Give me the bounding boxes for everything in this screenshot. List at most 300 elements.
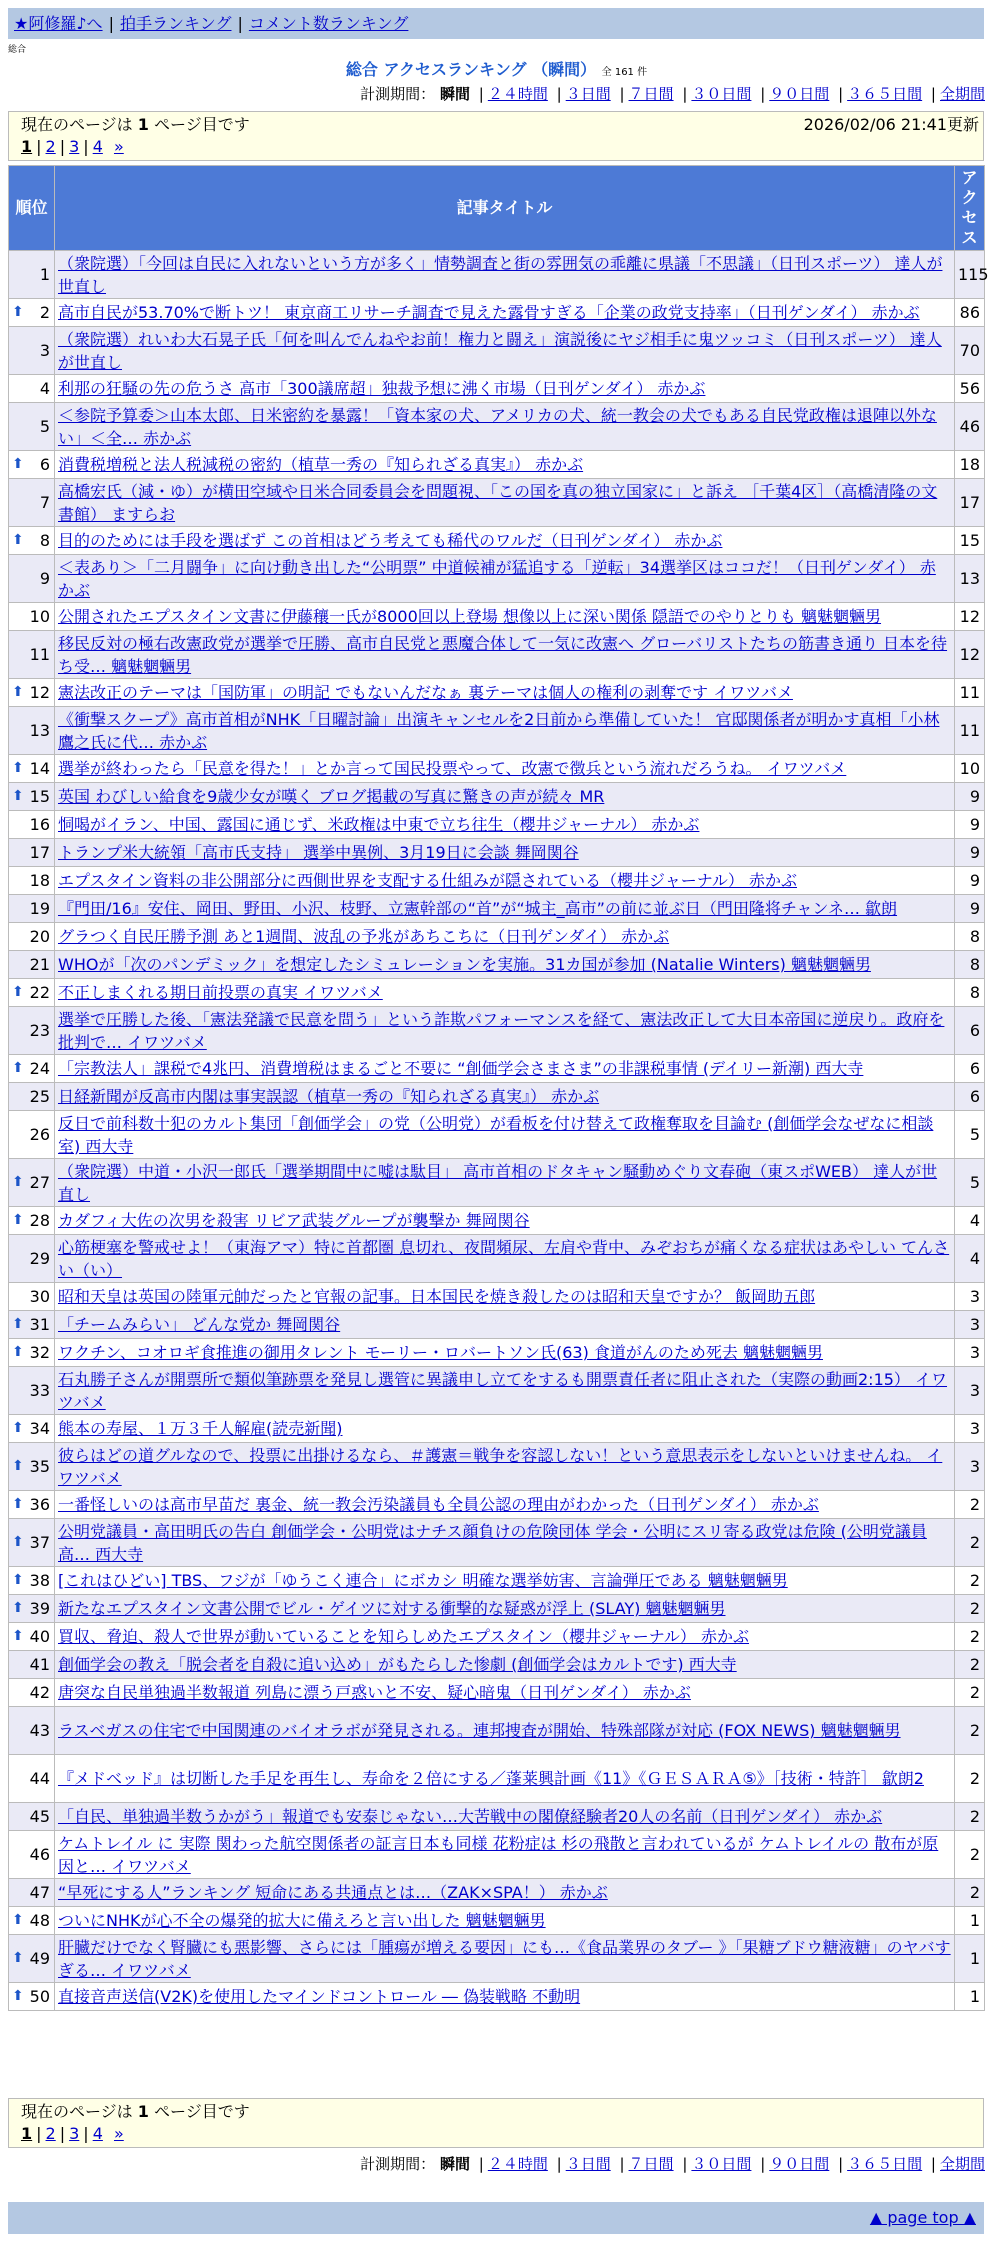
rank-number: 11	[29, 645, 50, 664]
table-row	[9, 1651, 985, 1679]
rank-number: 7	[39, 493, 50, 512]
table-row	[9, 951, 985, 979]
rank-number: 6	[39, 455, 50, 474]
rank-cell	[9, 1595, 55, 1623]
article-link[interactable]: ＜参院予算委＞山本太郎、日米密約を暴露！「資本家の犬、アメリカの犬、統一教会の犬でもある自民党政権は退陣以外ない」＜全… 赤かぶ	[58, 405, 937, 448]
table-row	[9, 1083, 985, 1111]
article-link[interactable]: 目的のためには手段を選ばず この首相はどう考えても稀代のワルだ（日刊ゲンダイ） 赤かぶ	[58, 531, 723, 550]
up-arrow-icon: ⬆	[12, 304, 24, 320]
page-top-link[interactable]: ▲ page top ▲	[869, 2208, 976, 2227]
access-count: 56	[955, 375, 985, 403]
pager-separator: |	[36, 2124, 42, 2143]
table-row	[9, 1707, 985, 1755]
rank-cell	[9, 1111, 55, 1159]
up-arrow-icon: ⬆	[12, 1316, 24, 1332]
table-row	[9, 1519, 985, 1567]
rank-cell	[9, 1207, 55, 1235]
up-arrow-icon: ⬆	[12, 1600, 24, 1616]
article-link[interactable]: 心筋梗塞を警戒せよ！（東海アマ）特に首都圏 息切れ、夜間頻尿、左肩や背中、みぞおちが痛くなる症状はあやしい てんさい（い）	[58, 1237, 950, 1280]
access-count: 2	[955, 1831, 985, 1879]
access-count: 2	[955, 1707, 985, 1755]
title-cell	[55, 1595, 955, 1623]
period-24h-link[interactable]: ２４時間	[487, 85, 548, 103]
home-link[interactable]: ★阿修羅♪へ	[14, 14, 103, 33]
title-cell	[55, 1935, 955, 1983]
article-link[interactable]: 英国 わびしい給食を9歳少女が嘆く ブログ掲載の写真に驚きの声が続々 MR	[58, 787, 605, 806]
rank-number: 19	[29, 899, 50, 918]
rank-cell	[9, 1159, 55, 1207]
access-count: 4	[955, 1235, 985, 1283]
up-arrow-icon: ⬆	[12, 1534, 24, 1550]
period-label: 計測期間：	[360, 85, 436, 103]
title-cell	[55, 1803, 955, 1831]
rank-cell	[9, 1235, 55, 1283]
title-cell	[55, 1707, 955, 1755]
up-arrow-icon: ⬆	[12, 1496, 24, 1512]
table-row	[9, 811, 985, 839]
rank-cell	[9, 679, 55, 707]
period-separator: |	[930, 85, 936, 103]
table-row	[9, 327, 985, 375]
access-count: 9	[955, 839, 985, 867]
period-all-link[interactable]: 全期間	[939, 85, 985, 103]
rank-cell	[9, 979, 55, 1007]
period-separator: |	[760, 2155, 766, 2173]
title-cell	[55, 867, 955, 895]
title-cell	[55, 923, 955, 951]
article-link[interactable]: ついにNHKが心不全の爆発的拡大に備えろと言い出した 魑魅魍魎男	[58, 1911, 546, 1930]
article-link[interactable]: ＜表あり＞「二月闘争」に向け動き出した“公明票” 中道候補が猛追する「逆転」34選挙区はココだ！（日刊ゲンダイ） 赤かぶ	[58, 557, 936, 600]
article-link[interactable]: 憲法改正のテーマは「国防軍」の明記 でもないんだなぁ 裏テーマは個人の権利の剥奪です イワツバメ	[58, 683, 793, 702]
title-cell	[55, 1311, 955, 1339]
rank-cell	[9, 895, 55, 923]
period-separator: |	[838, 85, 844, 103]
article-link[interactable]: [これはひどい] TBS、フジが「ゆうこく連合」にボカシ 明確な選挙妨害、言論弾圧である 魑魅魍魎男	[58, 1571, 788, 1590]
period-separator: |	[478, 2155, 484, 2173]
period-separator: |	[619, 2155, 625, 2173]
period-separator: |	[478, 85, 484, 103]
rank-number: 16	[29, 815, 50, 834]
rank-cell	[9, 1651, 55, 1679]
page-title	[0, 60, 993, 83]
title-cell	[55, 1083, 955, 1111]
article-link[interactable]: 選挙が終わったら「民意を得た！」とか言って国民投票やって、改憲で徴兵という流れだろうね。 イワツバメ	[58, 759, 847, 778]
table-row	[9, 1803, 985, 1831]
page-2-link[interactable]: 2	[45, 2124, 56, 2143]
period-separator: |	[556, 2155, 562, 2173]
article-link[interactable]: 買収、脅迫、殺人で世界が動いていることを知らしめたエプスタイン（櫻井ジャーナル） 赤かぶ	[58, 1627, 750, 1646]
article-link[interactable]: 移民反対の極右改憲政党が選挙で圧勝、高市自民党と悪魔合体して一気に改憲へ グローバリストたちの筋書き通り 日本を待ち受… 魑魅魍魎男	[58, 633, 948, 676]
rank-number: 23	[29, 1021, 50, 1040]
pager-box-top	[8, 111, 984, 161]
access-count: 13	[955, 555, 985, 603]
total-count: 全 161 件	[601, 67, 648, 78]
period-separator: |	[682, 2155, 688, 2173]
rank-number: 22	[29, 983, 50, 1002]
rank-number: 38	[29, 1571, 50, 1590]
table-row	[9, 375, 985, 403]
table-row	[9, 1367, 985, 1415]
page-4-link[interactable]: 4	[92, 137, 103, 156]
article-link[interactable]: 「チームみらい」 どんな党か 舞岡関谷	[58, 1315, 341, 1334]
title-cell	[55, 783, 955, 811]
page-title-text: 総合 アクセスランキング （瞬間）	[345, 60, 597, 79]
table-row	[9, 631, 985, 679]
rank-cell	[9, 923, 55, 951]
title-cell	[55, 603, 955, 631]
rank-number: 45	[29, 1807, 50, 1826]
table-row	[9, 895, 985, 923]
period-3d-link[interactable]: ３日間	[565, 2155, 611, 2173]
up-arrow-icon: ⬆	[12, 1458, 24, 1474]
up-arrow-icon: ⬆	[12, 532, 24, 548]
article-link[interactable]: カダフィ大佐の次男を殺害 リビア武装グループが襲撃か 舞岡関谷	[58, 1211, 530, 1230]
updated-timestamp: 2026/02/06 21:41更新	[803, 115, 979, 134]
title-cell	[55, 1415, 955, 1443]
table-row	[9, 1491, 985, 1519]
access-count: 1	[955, 1907, 985, 1935]
table-row	[9, 755, 985, 783]
period-90d-link[interactable]: ９０日間	[769, 85, 830, 103]
rank-number: 2	[39, 303, 50, 322]
rank-number: 46	[29, 1845, 50, 1864]
rank-cell	[9, 555, 55, 603]
access-count: 3	[955, 1283, 985, 1311]
table-row	[9, 1831, 985, 1879]
rank-cell	[9, 1935, 55, 1983]
period-selector-top	[360, 84, 985, 104]
period-365d-link[interactable]: ３６５日間	[847, 2155, 923, 2173]
up-arrow-icon: ⬆	[12, 1628, 24, 1644]
rank-cell	[9, 403, 55, 451]
access-count: 8	[955, 979, 985, 1007]
rank-number: 36	[29, 1495, 50, 1514]
table-row	[9, 1879, 985, 1907]
table-row	[9, 1567, 985, 1595]
rank-cell	[9, 839, 55, 867]
article-link[interactable]: 高市自民が53.70%で断トツ！ 東京商工リサーチ調査で見えた露骨すぎる「企業の政党支持率」（日刊ゲンダイ） 赤かぶ	[58, 303, 920, 322]
rank-number: 1	[39, 265, 50, 284]
table-row	[9, 839, 985, 867]
rank-number: 35	[29, 1457, 50, 1476]
rank-number: 13	[29, 721, 50, 740]
title-cell	[55, 299, 955, 327]
title-cell	[55, 1519, 955, 1567]
title-cell	[55, 479, 955, 527]
period-separator: |	[760, 85, 766, 103]
access-count: 6	[955, 1007, 985, 1055]
period-current: 瞬間	[439, 85, 470, 103]
table-row	[9, 1983, 985, 2011]
article-link[interactable]: 公開されたエプスタイン文書に伊藤穰一氏が8000回以上登場 想像以上に深い関係 隠語でのやりとりも 魑魅魍魎男	[58, 607, 882, 626]
article-link[interactable]: 「宗教法人」課税で4兆円、消費増税はまるごと不要に “創価学会さまさま”の非課税事情 (デイリー新潮) 西大寺	[58, 1059, 864, 1078]
title-cell	[55, 839, 955, 867]
rank-cell	[9, 251, 55, 299]
rank-cell	[9, 479, 55, 527]
up-arrow-icon: ⬆	[12, 684, 24, 700]
article-link[interactable]: 一番怪しいのは高市早苗だ 裏金、統一教会汚染議員も全員公認の理由がわかった（日刊ゲンダイ） 赤かぶ	[58, 1495, 819, 1514]
article-link[interactable]: 反日で前科数十犯のカルト集団「創価学会」の党（公明党）が看板を付け替えて政権奪取を目論む (創価学会なぜなに相談室) 西大寺	[58, 1113, 934, 1156]
rank-number: 25	[29, 1087, 50, 1106]
article-link[interactable]: （衆院選）中道・小沢一郎氏「選挙期間中に嘘は駄目」 高市首相のドタキャン騒動めぐり文春砲（東スポWEB） 達人が世直し	[58, 1161, 938, 1204]
comment-ranking-link[interactable]: コメント数ランキング	[248, 14, 409, 33]
table-row	[9, 867, 985, 895]
period-90d-link[interactable]: ９０日間	[769, 2155, 830, 2173]
access-count: 3	[955, 1311, 985, 1339]
title-cell	[55, 1755, 955, 1803]
period-7d-link[interactable]: ７日間	[628, 2155, 674, 2173]
article-link[interactable]: 選挙で圧勝した後、「憲法発議で民意を問う」という詐欺パフォーマンスを経て、憲法改正して大日本帝国に逆戻り。政府を批判で… イワツバメ	[58, 1009, 945, 1052]
table-row	[9, 783, 985, 811]
access-count: 2	[955, 1651, 985, 1679]
period-365d-link[interactable]: ３６５日間	[847, 85, 923, 103]
table-row	[9, 1907, 985, 1935]
rank-cell	[9, 1907, 55, 1935]
article-link[interactable]: ワクチン、コオロギ食推進の御用タレント モーリー・ロバートソン氏(63) 食道がんのため死去 魑魅魍魎男	[58, 1343, 823, 1362]
title-cell	[55, 755, 955, 783]
article-link[interactable]: グラつく自民圧勝予測 あと1週間、波乱の予兆があちこちに（日刊ゲンダイ） 赤かぶ	[58, 927, 670, 946]
rank-cell	[9, 811, 55, 839]
rank-cell	[9, 1055, 55, 1083]
page-2-link[interactable]: 2	[45, 137, 56, 156]
rank-number: 21	[29, 955, 50, 974]
rank-number: 41	[29, 1655, 50, 1674]
access-count: 1	[955, 1935, 985, 1983]
article-link[interactable]: 《衝撃スクープ》高市首相がNHK「日曜討論」出演キャンセルを2日前から準備していた！ 官邸関係者が明かす真相「小林鷹之氏に代… 赤かぶ	[58, 709, 940, 752]
access-count: 2	[955, 1679, 985, 1707]
rank-number: 3	[39, 341, 50, 360]
rank-number: 50	[29, 1987, 50, 2006]
up-arrow-icon: ⬆	[12, 984, 24, 1000]
access-count: 15	[955, 527, 985, 555]
period-separator: |	[556, 85, 562, 103]
rank-number: 8	[39, 531, 50, 550]
article-link[interactable]: 恫喝がイラン、中国、露国に通じず、米政権は中東で立ち往生（櫻井ジャーナル） 赤かぶ	[58, 815, 700, 834]
access-count: 18	[955, 451, 985, 479]
table-row	[9, 1595, 985, 1623]
rank-cell	[9, 783, 55, 811]
rank-number: 32	[29, 1343, 50, 1362]
rank-number: 27	[29, 1173, 50, 1192]
title-cell	[55, 1283, 955, 1311]
article-link[interactable]: 肝臓だけでなく腎臓にも悪影響、さらには「腫瘍が増える要因」にも…《食品業界のタブー 》「果糖ブドウ糖液糖」のヤバすぎる… イワツバメ	[58, 1937, 951, 1980]
access-count: 6	[955, 1083, 985, 1111]
title-cell	[55, 1055, 955, 1083]
up-arrow-icon: ⬆	[12, 1212, 24, 1228]
access-count: 3	[955, 1415, 985, 1443]
rank-number: 43	[29, 1721, 50, 1740]
rank-number: 42	[29, 1683, 50, 1702]
article-link[interactable]: 「自民、単独過半数うかがう」報道でも安泰じゃない…大苦戦中の閣僚経験者20人の名前（日刊ゲンダイ） 赤かぶ	[58, 1807, 883, 1826]
next-page-link[interactable]: »	[113, 137, 124, 156]
rank-cell	[9, 1707, 55, 1755]
article-link[interactable]: 『メドベッド』は切断した手足を再生し、寿命を２倍にする／蓬莱興計画《11》《ＧＥＳＡＲＡ⑤》［技術・特許］ 歙朗2	[58, 1769, 924, 1788]
pager-separator: |	[83, 137, 89, 156]
up-arrow-icon: ⬆	[12, 1344, 24, 1360]
article-link[interactable]: 熊本の寿屋、１万３千人解雇(読売新聞)	[58, 1419, 343, 1438]
applause-ranking-link[interactable]: 拍手ランキング	[119, 14, 232, 33]
rank-cell	[9, 1831, 55, 1879]
rank-header: 順位	[9, 166, 55, 251]
article-link[interactable]: WHOが「次のパンデミック」を想定したシミュレーションを実施。31カ国が参加 (Natalie Winters) 魑魅魍魎男	[58, 955, 871, 974]
article-link[interactable]: トランプ米大統領「高市氏支持」 選挙中異例、3月19日に会談 舞岡関谷	[58, 843, 579, 862]
title-cell	[55, 1491, 955, 1519]
access-count: 2	[955, 1519, 985, 1567]
article-link[interactable]: 利那の狂騒の先の危うさ 高市「300議席超」独裁予想に沸く市場（日刊ゲンダイ） 赤かぶ	[58, 379, 706, 398]
rank-number: 44	[29, 1769, 50, 1788]
table-row	[9, 1679, 985, 1707]
nav-separator: |	[108, 14, 114, 33]
access-count: 9	[955, 783, 985, 811]
period-all-link[interactable]: 全期間	[939, 2155, 985, 2173]
next-page-link[interactable]: »	[113, 2124, 124, 2143]
rank-cell	[9, 631, 55, 679]
table-row	[9, 1935, 985, 1983]
article-link[interactable]: 唐突な自民単独過半数報道 列島に漂う戸惑いと不安、疑心暗鬼（日刊ゲンダイ） 赤かぶ	[58, 1683, 691, 1702]
table-row	[9, 1055, 985, 1083]
up-arrow-icon: ⬆	[12, 456, 24, 472]
access-count: 4	[955, 1207, 985, 1235]
article-link[interactable]: 『門田/16』安住、岡田、野田、小沢、枝野、立憲幹部の“首”が“城主_高市”の前に並ぶ日（門田隆将チャンネ… 歙朗	[58, 899, 898, 918]
title-cell	[55, 251, 955, 299]
up-arrow-icon: ⬆	[12, 1420, 24, 1436]
article-link[interactable]: エプスタイン資料の非公開部分に西側世界を支配する仕組みが隠されている（櫻井ジャーナル） 赤かぶ	[58, 871, 798, 890]
table-row	[9, 1623, 985, 1651]
access-count: 9	[955, 895, 985, 923]
period-separator: |	[930, 2155, 936, 2173]
article-link[interactable]: 新たなエプスタイン文書公開でビル・ゲイツに対する衝撃的な疑惑が浮上 (SLAY) 魑魅魍魎男	[58, 1599, 726, 1618]
top-nav-bar	[8, 8, 984, 39]
pager-separator: |	[83, 2124, 89, 2143]
article-link[interactable]: ケムトレイル に 実際 関わった航空関係者の証言日本も同様 花粉症は 杉の飛散と言われているが ケムトレイルの 散布が原因と… イワツバメ	[58, 1833, 939, 1876]
rank-cell	[9, 1567, 55, 1595]
article-link[interactable]: （衆院選）れいわ大石晃子氏「何を叫んでんねやお前！権力と闘え」演説後にヤジ相手に鬼ツッコミ（日刊スポーツ） 達人が世直し	[58, 329, 942, 372]
title-cell	[55, 1831, 955, 1879]
bottom-bar	[8, 2202, 984, 2234]
rank-cell	[9, 755, 55, 783]
rank-number: 49	[29, 1949, 50, 1968]
period-30d-link[interactable]: ３０日間	[691, 2155, 752, 2173]
article-link[interactable]: 創価学会の教え「脱会者を自殺に追い込め」がもたらした惨劇 (創価学会はカルトです) 西大寺	[58, 1655, 737, 1674]
access-count: 12	[955, 603, 985, 631]
title-header: 記事タイトル	[55, 166, 955, 251]
title-cell	[55, 1007, 955, 1055]
title-cell	[55, 1623, 955, 1651]
access-header: アクセス	[955, 166, 985, 251]
ranking-table	[8, 165, 989, 2011]
article-link[interactable]: 高橋宏氏（減・ゆ）が横田空域や日米合同委員会を問題視、「この国を真の独立国家に」と訴え ［千葉4区］（高橋清隆の文書館） ますらお	[58, 481, 938, 524]
article-link[interactable]: 日経新聞が反高市内閣は事実誤認（植草一秀の『知られざる真実』） 赤かぶ	[58, 1087, 600, 1106]
page-status-pre: 現在のページは	[21, 2102, 138, 2121]
page-3-link[interactable]: 3	[69, 2124, 80, 2143]
rank-cell	[9, 1443, 55, 1491]
article-link[interactable]: 直接音声送信(V2K)を使用したマインドコントロール ― 偽装戦略 不動明	[58, 1987, 581, 2006]
rank-cell	[9, 707, 55, 755]
pager-separator: |	[59, 2124, 66, 2143]
table-row	[9, 251, 985, 299]
rank-number: 39	[29, 1599, 50, 1618]
period-30d-link[interactable]: ３０日間	[691, 85, 752, 103]
page-3-link[interactable]: 3	[69, 137, 80, 156]
pagination	[21, 136, 971, 158]
title-cell	[55, 327, 955, 375]
page-status-post: ページ目です	[148, 2102, 250, 2121]
table-row	[9, 679, 985, 707]
page-4-link[interactable]: 4	[92, 2124, 103, 2143]
access-count: 17	[955, 479, 985, 527]
title-cell	[55, 1567, 955, 1595]
title-cell	[55, 895, 955, 923]
rank-cell	[9, 603, 55, 631]
article-link[interactable]: 石丸勝子さんが開票所で類似筆跡票を発見し選管に異議申し立てをするも開票責任者に阻止された（実際の動画2:15） イワツバメ	[58, 1369, 948, 1412]
up-arrow-icon: ⬆	[12, 1950, 24, 1966]
article-link[interactable]: “早死にする人”ランキング 短命にある共通点とは…（ZAK×SPA！） 赤かぶ	[58, 1883, 608, 1902]
rank-cell	[9, 951, 55, 979]
period-7d-link[interactable]: ７日間	[628, 85, 674, 103]
pager-separator: |	[59, 137, 66, 156]
table-row	[9, 707, 985, 755]
rank-number: 28	[29, 1211, 50, 1230]
up-arrow-icon: ⬆	[12, 1912, 24, 1928]
rank-cell	[9, 1879, 55, 1907]
access-count: 3	[955, 1443, 985, 1491]
article-link[interactable]: 不正しまくれる期日前投票の真実 イワツバメ	[58, 983, 383, 1002]
article-link[interactable]: 彼らはどの道グルなので、投票に出掛けるなら、＃護憲＝戦争を容認しない！という意思表示をしないといけませんね。 イワツバメ	[58, 1445, 943, 1488]
rank-number: 26	[29, 1125, 50, 1144]
up-arrow-icon: ⬆	[12, 1572, 24, 1588]
access-count: 86	[955, 299, 985, 327]
page-status-current: 1	[137, 2102, 149, 2121]
access-count: 5	[955, 1159, 985, 1207]
access-count: 115	[955, 251, 985, 299]
period-3d-link[interactable]: ３日間	[565, 85, 611, 103]
table-header-row	[9, 166, 985, 251]
article-link[interactable]: 昭和天皇は英国の陸軍元帥だったと官報の記事。日本国民を焼き殺したのは昭和天皇ですか？ 飯岡助五郎	[58, 1287, 816, 1306]
access-count: 2	[955, 1879, 985, 1907]
access-count: 46	[955, 403, 985, 451]
title-cell	[55, 451, 955, 479]
article-link[interactable]: （衆院選）「今回は自民に入れないという方が多く」情勢調査と街の雰囲気の乖離に県議「不思議」（日刊スポーツ） 達人が世直し	[58, 253, 943, 296]
article-link[interactable]: ラスベガスの住宅で中国関連のバイオラボが発見される。連邦捜査が開始、特殊部隊が対応 (FOX NEWS) 魑魅魍魎男	[58, 1721, 901, 1740]
access-count: 8	[955, 923, 985, 951]
rank-number: 10	[29, 607, 50, 626]
rank-number: 18	[29, 871, 50, 890]
up-arrow-icon: ⬆	[12, 788, 24, 804]
table-row	[9, 1283, 985, 1311]
access-count: 2	[955, 1623, 985, 1651]
access-count: 6	[955, 1055, 985, 1083]
table-row	[9, 1443, 985, 1491]
table-row	[9, 1339, 985, 1367]
rank-cell	[9, 1283, 55, 1311]
access-count: 2	[955, 1755, 985, 1803]
rank-cell	[9, 1311, 55, 1339]
ranking-table-body	[9, 251, 989, 2011]
rank-number: 4	[39, 379, 50, 398]
article-link[interactable]: 公明党議員・高田明氏の告白 創価学会・公明党はナチス顔負けの危険団体 学会・公明にスリ寄る政党は危険 (公明党議員 高… 西大寺	[58, 1521, 927, 1564]
period-24h-link[interactable]: ２４時間	[487, 2155, 548, 2173]
period-selector-bottom	[360, 2154, 985, 2174]
access-count: 8	[955, 951, 985, 979]
title-cell	[55, 403, 955, 451]
period-separator: |	[619, 85, 625, 103]
rank-cell	[9, 1519, 55, 1567]
access-count: 70	[955, 327, 985, 375]
rank-number: 14	[29, 759, 50, 778]
title-cell	[55, 1235, 955, 1283]
article-link[interactable]: 消費税増税と法人税減税の密約（植草一秀の『知られざる真実』） 赤かぶ	[58, 455, 584, 474]
rank-cell	[9, 1679, 55, 1707]
